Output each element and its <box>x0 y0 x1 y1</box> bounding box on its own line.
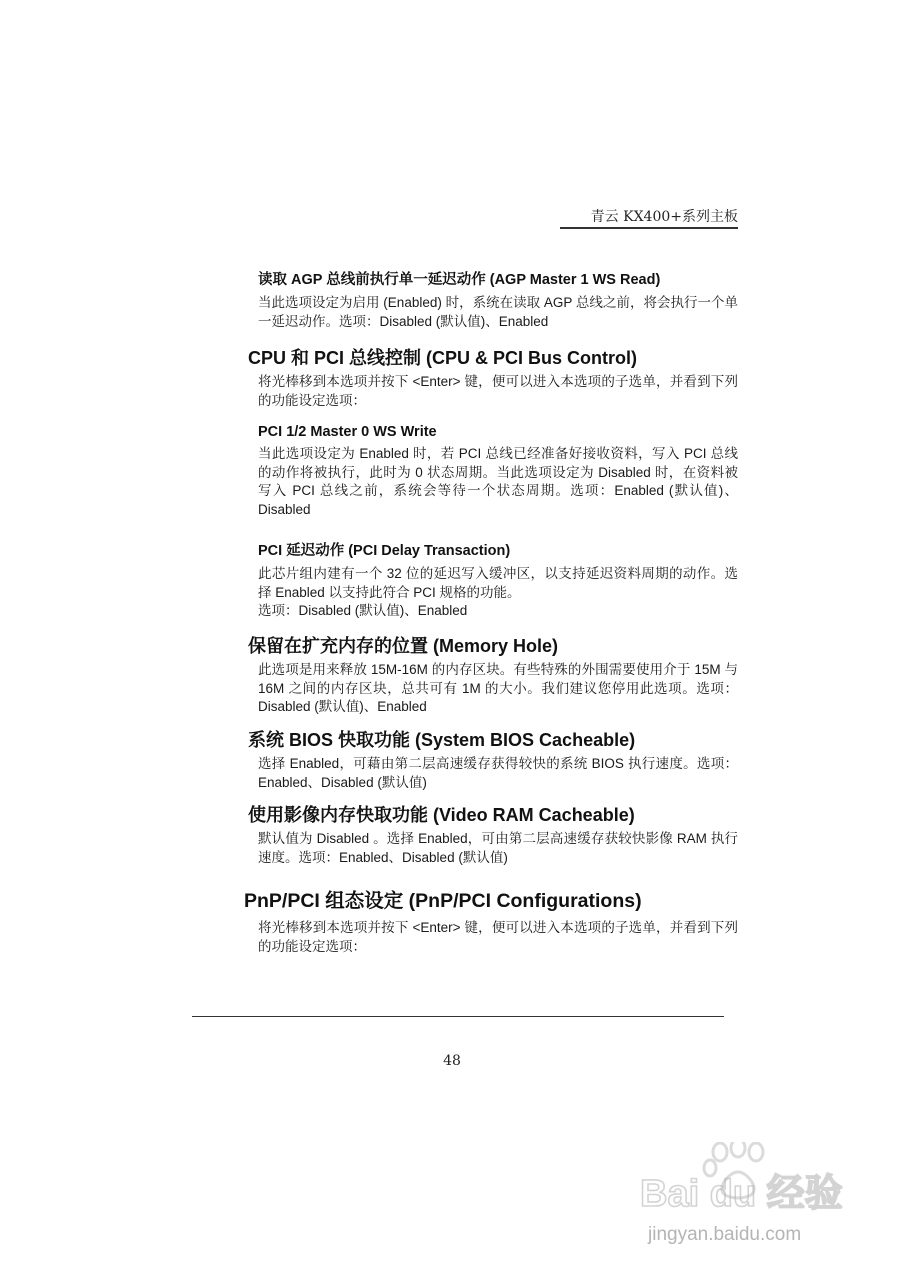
section-heading: 保留在扩充内存的位置 (Memory Hole) <box>248 636 559 656</box>
baidu-jingyan-watermark <box>638 1142 868 1252</box>
section-pnp-pci-configurations <box>244 885 738 956</box>
section-body: 当此选项设定为启用 (Enabled) 时，系统在读取 AGP 总线之前，将会执行一个单一延迟动作。选项：Disabled (默认值)、Enabled <box>258 295 738 329</box>
header-divider <box>560 227 738 229</box>
watermark-logo: Bai du 经验 <box>640 1173 843 1215</box>
section-body-options: 选项：Disabled (默认值)、Enabled <box>258 603 468 618</box>
section-body: 将光棒移到本选项并按下 <Enter> 键，便可以进入本选项的子选单，并看到下列的功能设定选项： <box>258 374 738 408</box>
section-body: 此芯片组内建有一个 32 位的延迟写入缓冲区，以支持延迟资料周期的动作。选择 Enabled 以支持此符合 PCI 规格的功能。 <box>258 566 738 600</box>
page-header-title: 青云 KX400+系列主板 <box>590 209 738 225</box>
section-agp-master-read <box>258 268 738 331</box>
section-heading: PnP/PCI 组态设定 (PnP/PCI Configurations) <box>244 890 642 912</box>
section-heading: CPU 和 PCI 总线控制 (CPU & PCI Bus Control) <box>248 348 638 368</box>
section-system-bios-cacheable <box>248 726 738 792</box>
section-body: 此选项是用来释放 15M-16M 的内存区块。有些特殊的外围需要使用介于 15M 与 16M 之间的内存区块，总共可有 1M 的大小。我们建议您停用此选项。选项：Disabled (默认值)、Enabled <box>258 662 738 714</box>
section-body: 默认值为 Disabled 。选择 Enabled，可由第二层高速缓存获较快影像 RAM 执行速度。选项：Enabled、Disabled (默认值) <box>258 831 738 865</box>
section-body: 将光棒移到本选项并按下 <Enter> 键，便可以进入本选项的子选单，并看到下列的功能设定选项： <box>258 920 738 954</box>
footer-divider <box>192 1016 724 1017</box>
section-heading: PCI 1/2 Master 0 WS Write <box>258 424 437 440</box>
section-memory-hole <box>248 632 738 717</box>
section-pci-delay-transaction <box>258 539 738 621</box>
section-pci-master-write <box>258 424 738 519</box>
section-body: 选择 Enabled，可藉由第二层高速缓存获得较快的系统 BIOS 执行速度。选项：Enabled、Disabled (默认值) <box>258 756 738 790</box>
section-heading: PCI 延迟动作 (PCI Delay Transaction) <box>258 543 511 559</box>
section-cpu-pci-bus-control <box>248 344 738 410</box>
section-body: 当此选项设定为 Enabled 时，若 PCI 总线已经准备好接收资料，写入 PCI 总线的动作将被执行，此时为 0 状态周期。当此选项设定为 Disabled 时，在资料被写入 PCI 总线之前，系统会等待一个状态周期。选项：Enabled (默认值)、Disabled <box>258 446 738 517</box>
section-video-ram-cacheable <box>248 801 738 867</box>
page-number: 48 <box>443 1053 461 1069</box>
section-heading: 读取 AGP 总线前执行单一延迟动作 (AGP Master 1 WS Read) <box>258 272 661 288</box>
section-heading: 系统 BIOS 快取功能 (System BIOS Cacheable) <box>248 730 636 750</box>
section-heading: 使用影像内存快取功能 (Video RAM Cacheable) <box>248 805 635 825</box>
watermark-url: jingyan.baidu.com <box>648 1224 802 1245</box>
